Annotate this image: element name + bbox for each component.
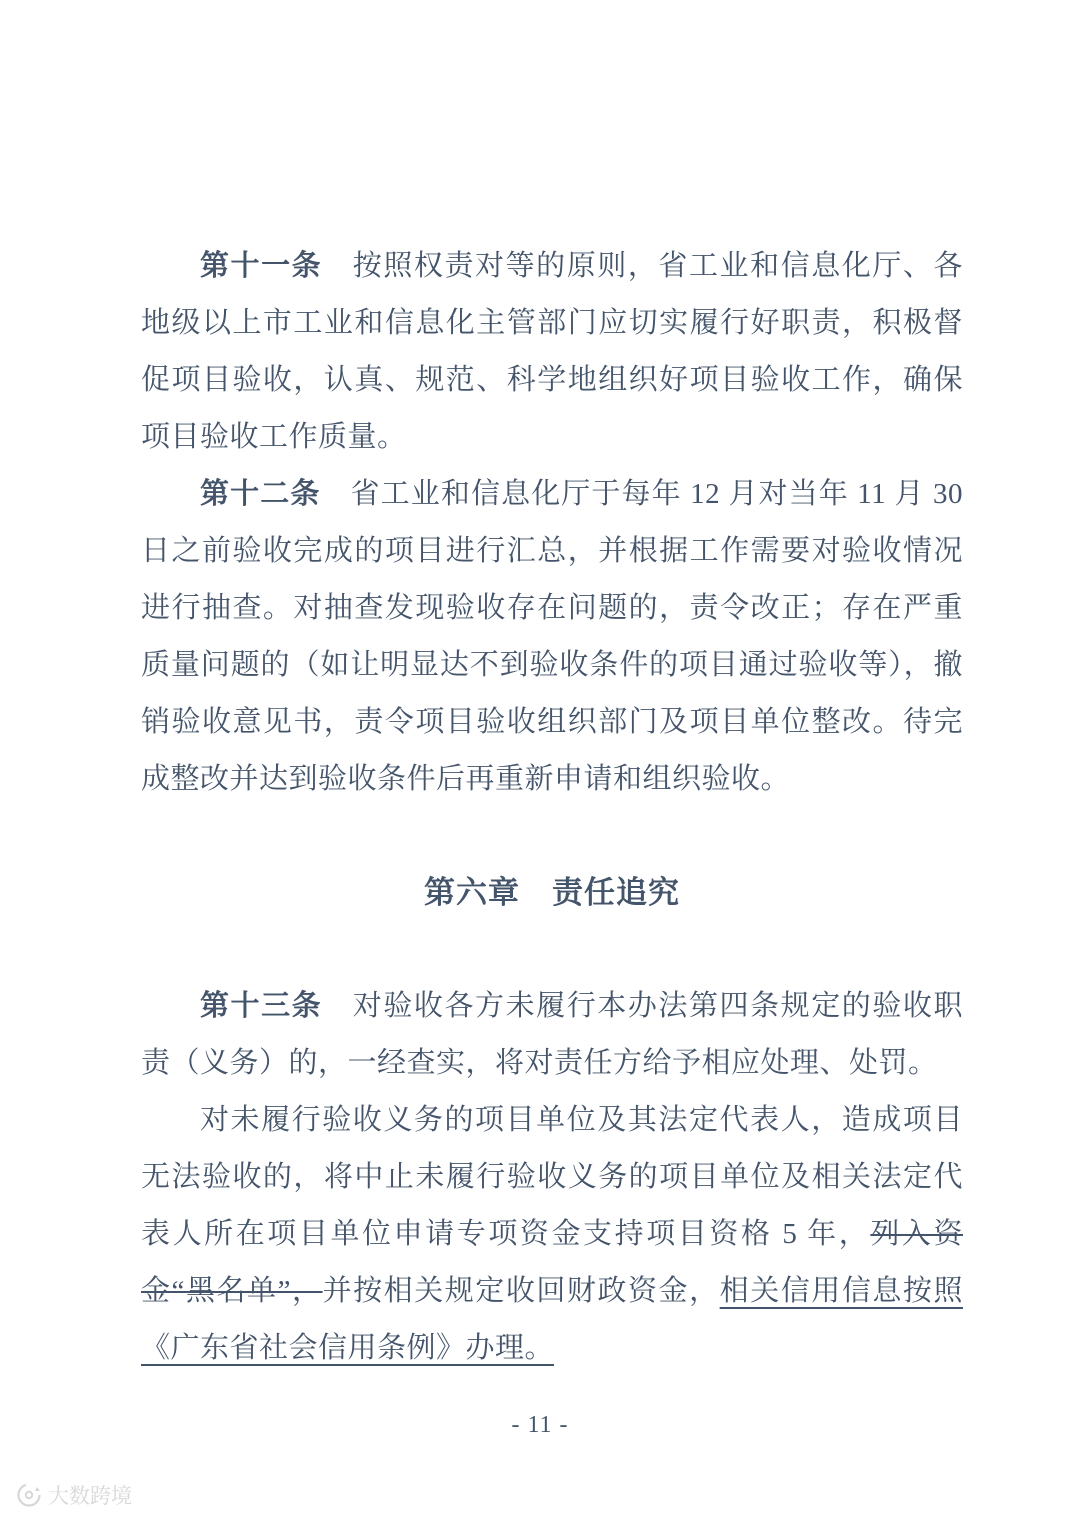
article-12-label: 第十二条 bbox=[200, 478, 321, 510]
article-13-text: 对验收各方未履行本办法第四条规定的验收职责（义务）的，一经查实，将对责任方给予相应处理、处罚。 bbox=[141, 990, 963, 1079]
document-body bbox=[141, 238, 963, 1377]
article-13-paragraph bbox=[141, 978, 963, 1092]
article-13-label: 第十三条 bbox=[200, 990, 323, 1022]
chapter-6-heading: 第六章 责任追究 bbox=[424, 875, 680, 910]
deleted-revision-text: 列入资金“黑名单”， bbox=[141, 1218, 963, 1307]
article-13-continuation-paragraph bbox=[141, 1092, 963, 1377]
watermark bbox=[16, 1480, 132, 1510]
paragraph-middle-text: 并按相关规定收回财政资金， bbox=[322, 1275, 720, 1307]
article-12-text: 省工业和信息化厅于每年 12 月对当年 11 月 30 日之前验收完成的项目进行汇总，并根据工作需要对验收情况进行抽查。对抽查发现验收存在问题的，责令改正；存在严重质量问题的（如让明显达不到验收条件的项目通过验收等），撤销验收意见书，责令项目验收组织部门及项目单位整改。待完成整改并达到验收条件后再重新申请和组织验收。 bbox=[141, 478, 963, 795]
watermark-logo-icon bbox=[16, 1482, 42, 1508]
watermark-text: 大数跨境 bbox=[48, 1485, 132, 1508]
article-12-paragraph bbox=[141, 466, 963, 808]
article-11-label: 第十一条 bbox=[200, 250, 323, 282]
article-11-paragraph bbox=[141, 238, 963, 466]
paragraph-lead-text: 对未履行验收义务的项目单位及其法定代表人，造成项目无法验收的，将中止未履行验收义务的项目单位及相关法定代表人所在项目单位申请专项资金支持项目资格 5 年， bbox=[141, 1104, 963, 1250]
added-revision-text: 相关信用信息按照《广东省社会信用条例》办理。 bbox=[141, 1275, 963, 1364]
page-number: - 11 - bbox=[511, 1412, 569, 1438]
article-11-text: 按照权责对等的原则，省工业和信息化厅、各地级以上市工业和信息化主管部门应切实履行好职责，积极督促项目验收，认真、规范、科学地组织好项目验收工作，确保项目验收工作质量。 bbox=[141, 250, 963, 453]
